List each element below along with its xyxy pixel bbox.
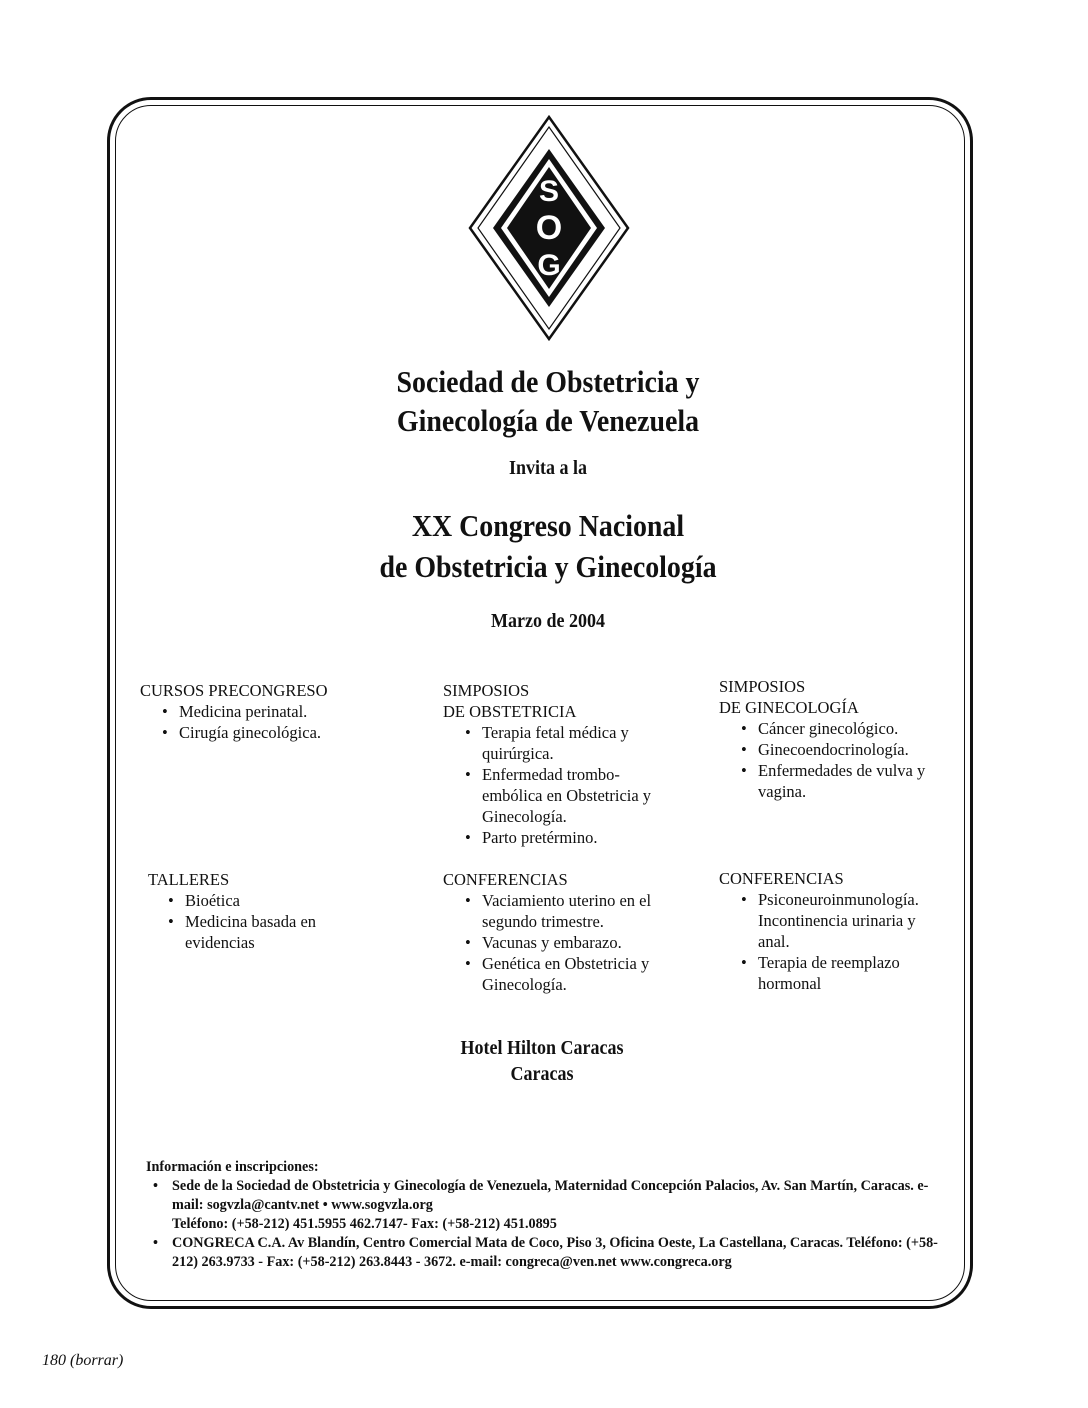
section-heading: CURSOS PRECONGRESO xyxy=(140,681,328,700)
list-item: • Bioética xyxy=(164,890,354,911)
list-item: • Enfermedades de vulva y vagina. xyxy=(737,760,949,802)
list-item: • Terapia de reemplazo hormonal xyxy=(737,952,943,994)
congress-date: Marzo de 2004 xyxy=(491,610,605,632)
section-heading: CONFERENCIAS xyxy=(443,870,568,889)
venue-city: Caracas xyxy=(510,1063,574,1085)
section-talleres xyxy=(148,869,378,953)
section-conferencias-2 xyxy=(719,868,959,994)
list-item: • Cirugía ginecológica. xyxy=(158,722,400,743)
list-item: • Vaciamiento uterino en el segundo trimestre. xyxy=(461,890,671,932)
page-number: 180 (borrar) xyxy=(42,1352,124,1369)
list-item: • Psiconeuroinmunología. Incontinencia urinaria y anal. xyxy=(737,889,943,952)
contact-information xyxy=(146,1158,946,1272)
contact-sede-phone: Teléfono: (+58-212) 451.5955 462.7147- Fax: (+58-212) 451.0895 xyxy=(172,1216,557,1232)
organization-name-line2: Ginecología de Venezuela xyxy=(396,403,700,438)
list-item: • Terapia fetal médica y quirúrgica. xyxy=(461,722,671,764)
section-heading: SIMPOSIOS xyxy=(719,677,806,696)
list-item: • Ginecoendocrinología. xyxy=(737,739,949,760)
list-item xyxy=(146,1177,946,1234)
section-heading: CONFERENCIAS xyxy=(719,869,844,888)
organization-name xyxy=(235,362,861,440)
section-heading: DE OBSTETRICIA xyxy=(443,702,577,721)
list-item: • Medicina basada en evidencias xyxy=(164,911,354,953)
congress-title xyxy=(235,505,861,587)
venue xyxy=(324,1035,760,1087)
logo-letter-s: S xyxy=(538,175,560,208)
contact-sede: Sede de la Sociedad de Obstetricia y Ginecología de Venezuela, Maternidad Concepción Palacios, Av. San Martín, Caracas. e-mail: sogvzla@cantv.net • www.sogvzla.org xyxy=(172,1178,929,1213)
contact-heading: Información e inscripciones: xyxy=(146,1159,319,1175)
list-item: • Medicina perinatal. xyxy=(158,701,400,722)
section-cursos xyxy=(140,680,400,743)
section-heading: DE GINECOLOGÍA xyxy=(719,698,859,717)
list-item: • Vacunas y embarazo. xyxy=(461,932,671,953)
section-heading: TALLERES xyxy=(148,870,230,889)
list-item: • Genética en Obstetricia y Ginecología. xyxy=(461,953,671,995)
venue-name: Hotel Hilton Caracas xyxy=(460,1037,624,1059)
congress-title-line1: XX Congreso Nacional xyxy=(411,508,685,543)
list-item: • Cáncer ginecológico. xyxy=(737,718,949,739)
logo-letter-o: O xyxy=(535,209,563,247)
list-item: • Enfermedad trombo-embólica en Obstetricia y Ginecología. xyxy=(461,764,671,827)
organization-name-line1: Sociedad de Obstetricia y xyxy=(396,364,700,399)
logo-letter-g: G xyxy=(537,249,561,282)
congress-title-line2: de Obstetricia y Ginecología xyxy=(379,549,717,584)
section-heading: SIMPOSIOS xyxy=(443,681,530,700)
section-simposios-obstetricia xyxy=(443,680,693,848)
list-item: • Parto pretérmino. xyxy=(461,827,671,848)
society-logo-icon xyxy=(468,115,630,341)
list-item: • CONGRECA C.A. Av Blandín, Centro Comercial Mata de Coco, Piso 3, Oficina Oeste, La Castellana, Caracas. Teléfono: (+58-212) 263.9733 - Fax: (+58-212) 263.8443 - 3672. e-mail: congreca@ven.net www.congreca.org xyxy=(146,1234,946,1272)
invitation-text: Invita a la xyxy=(508,457,588,479)
section-simposios-ginecologia xyxy=(719,676,959,802)
section-conferencias-1 xyxy=(443,869,693,995)
